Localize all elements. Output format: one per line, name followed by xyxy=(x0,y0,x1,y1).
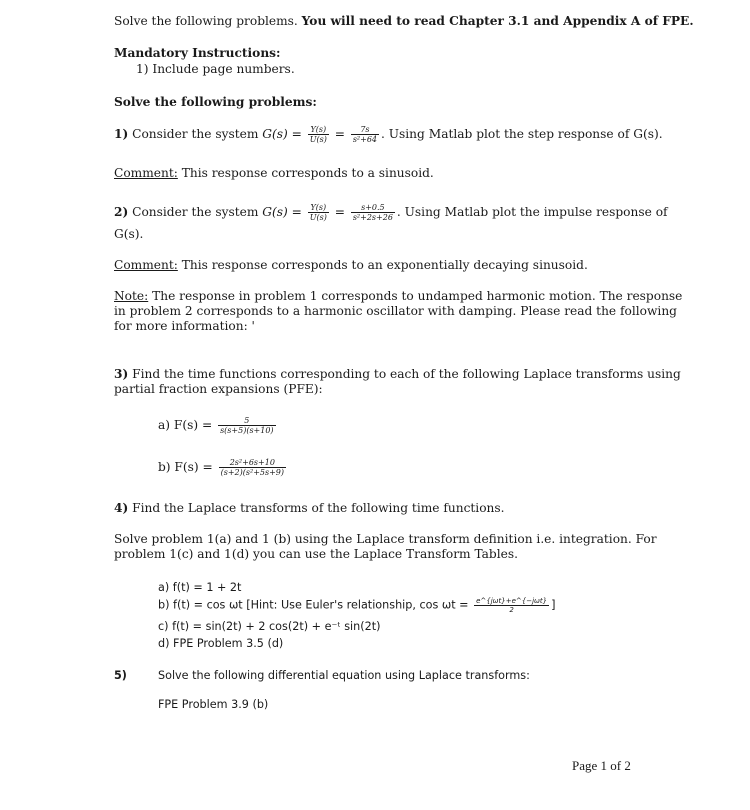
problem-4-label: 4) xyxy=(114,501,129,515)
problem-3a-label: a) F(s) = xyxy=(158,418,217,432)
comment-label: Comment: xyxy=(114,258,178,272)
problem-4-text: Find the Laplace transforms of the following time functions. xyxy=(128,501,505,515)
problem-2-text-b: . Using Matlab plot the impulse response of xyxy=(396,205,668,219)
intro-line xyxy=(114,14,694,29)
frac-den: U(s) xyxy=(309,213,327,222)
problem-1-gs: G(s) xyxy=(262,127,288,141)
frac-den: 2 xyxy=(509,606,514,614)
problem-4d: d) FPE Problem 3.5 (d) xyxy=(158,637,284,650)
problem-2 xyxy=(114,203,668,222)
intro-text: Solve the following problems. xyxy=(114,14,302,28)
euler-fraction xyxy=(474,597,549,614)
hint-close: ] xyxy=(551,598,556,612)
frac-num: 7s xyxy=(351,125,379,135)
problem-3-line-2: partial fraction expansions (PFE): xyxy=(114,382,323,396)
problem-2-comment xyxy=(114,258,588,273)
problem-2-fraction-tf xyxy=(351,203,395,222)
problem-3b xyxy=(158,458,288,477)
problem-1-text-a: Consider the system xyxy=(128,127,263,141)
problem-5-label: 5) xyxy=(114,669,127,682)
problem-2-continued: G(s). xyxy=(114,227,144,241)
mandatory-title: Mandatory Instructions: xyxy=(114,46,281,60)
problem-1-eq: = xyxy=(287,127,306,141)
problem-2-label: 2) xyxy=(114,205,129,219)
problem-3-text: Find the time functions corresponding to each of the following Laplace transforms using xyxy=(128,367,681,381)
problem-2-eq-2: = xyxy=(330,205,349,219)
frac-den: s(s+5)(s+10) xyxy=(220,426,274,435)
frac-den: (s+2)(s²+5s+9) xyxy=(220,468,285,477)
note-line-1 xyxy=(114,289,682,304)
problem-1-eq-2: = xyxy=(330,127,349,141)
comment-text: This response corresponds to an exponentially decaying sinusoid. xyxy=(177,258,588,272)
intro-bold-text: You will need to read Chapter 3.1 and Appendix A of FPE. xyxy=(301,14,694,28)
note-label: Note: xyxy=(114,289,149,303)
problem-4a: a) f(t) = 1 + 2t xyxy=(158,581,242,594)
problem-1-fraction-yu xyxy=(308,125,329,144)
problem-4 xyxy=(114,501,505,516)
note-line-2: in problem 2 corresponds to a harmonic oscillator with damping. Please read the following xyxy=(114,304,677,318)
problem-4c: c) f(t) = sin(2t) + 2 cos(2t) + e⁻ᵗ sin(2t) xyxy=(158,620,381,633)
frac-num: Y(s) xyxy=(308,125,329,135)
frac-num: s+0.5 xyxy=(351,203,395,213)
frac-num: 2s²+6s+10 xyxy=(219,458,286,468)
problem-2-gs: G(s) xyxy=(262,205,288,219)
comment-text: This response corresponds to a sinusoid. xyxy=(177,166,434,180)
problem-2-fraction-yu xyxy=(308,203,329,222)
problem-3b-label: b) F(s) = xyxy=(158,460,217,474)
problem-4b-text: b) f(t) = cos ωt [Hint: Use Euler's relationship, cos ωt = xyxy=(158,598,473,612)
note-line-3: for more information: ' xyxy=(114,319,255,333)
comment-label: Comment: xyxy=(114,166,178,180)
solve-heading: Solve the following problems: xyxy=(114,95,317,109)
problem-3a-fraction xyxy=(218,416,275,435)
problem-3 xyxy=(114,367,681,382)
problem-1-comment xyxy=(114,166,434,181)
frac-num: 5 xyxy=(218,416,275,426)
frac-den: s²+64 xyxy=(352,135,378,144)
frac-den: U(s) xyxy=(309,135,327,144)
problem-1-text-b: . Using Matlab plot the step response of G(s). xyxy=(381,127,663,141)
problem-1 xyxy=(114,125,663,144)
problem-2-text-a: Consider the system xyxy=(128,205,263,219)
note-text-1: The response in problem 1 corresponds to undamped harmonic motion. The response xyxy=(148,289,683,303)
problem-3-label: 3) xyxy=(114,367,129,381)
problem-4-para-1: Solve problem 1(a) and 1 (b) using the Laplace transform definition i.e. integration. For xyxy=(114,532,657,546)
frac-den: s²+2s+26 xyxy=(352,213,393,222)
problem-1-fraction-tf xyxy=(351,125,379,144)
problem-5-text: Solve the following differential equation using Laplace transforms: xyxy=(158,669,530,682)
frac-num: Y(s) xyxy=(308,203,329,213)
problem-3b-fraction xyxy=(219,458,286,477)
page-number: Page 1 of 2 xyxy=(572,758,631,773)
problem-4b xyxy=(158,597,555,614)
problem-5-sub: FPE Problem 3.9 (b) xyxy=(158,698,269,711)
problem-2-eq: = xyxy=(287,205,306,219)
frac-num: e^{jωt}+e^{−jωt} xyxy=(476,597,548,605)
problem-4-para-2: problem 1(c) and 1(d) you can use the Laplace Transform Tables. xyxy=(114,547,518,561)
mandatory-item: 1) Include page numbers. xyxy=(136,62,295,76)
problem-3a xyxy=(158,416,278,435)
problem-1-label: 1) xyxy=(114,127,129,141)
